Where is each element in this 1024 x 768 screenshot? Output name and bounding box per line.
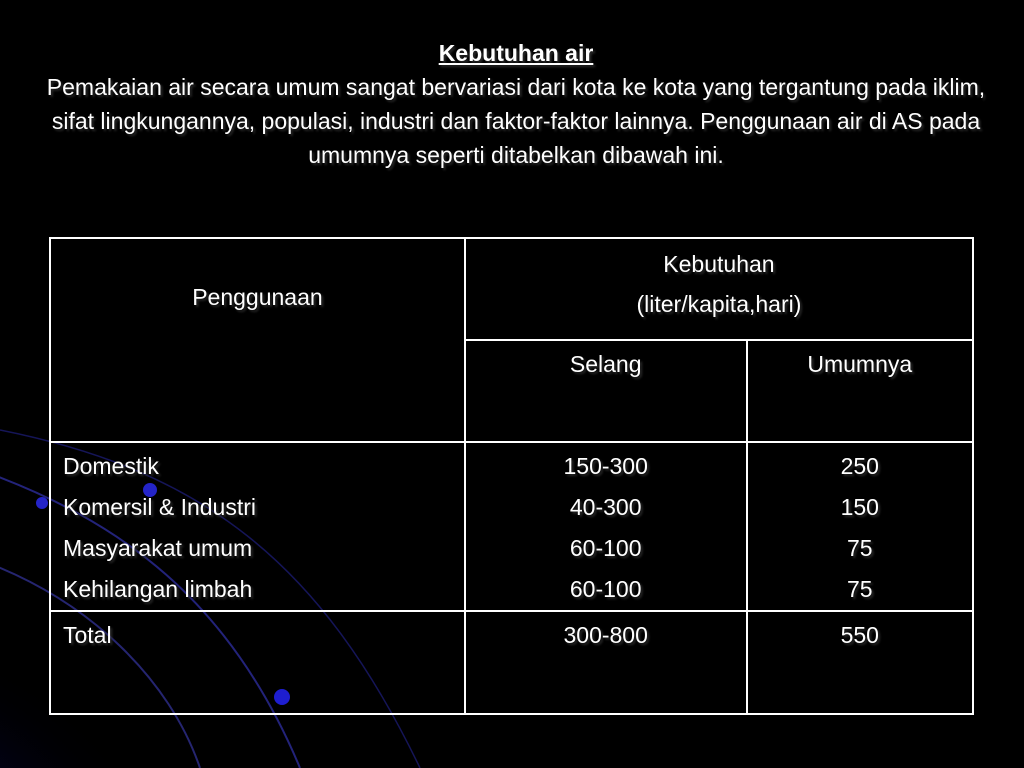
row-typical: 75 <box>846 535 873 561</box>
table-header-row <box>50 238 973 340</box>
slide-heading <box>40 36 992 172</box>
range-cell <box>465 442 747 611</box>
total-range-cell <box>465 611 747 714</box>
row-range: 150-300 <box>563 453 648 479</box>
total-typical-cell <box>747 611 974 714</box>
header-need-line1: Kebutuhan <box>663 251 775 277</box>
typical-cell <box>747 442 974 611</box>
header-usage-cell <box>50 238 465 442</box>
table-total-row <box>50 611 973 714</box>
row-range: 60-100 <box>569 535 642 561</box>
header-need-cell <box>465 238 973 340</box>
header-range-cell <box>465 340 747 442</box>
row-usage: Kehilangan limbah <box>63 576 253 602</box>
water-demand-table <box>49 237 974 715</box>
row-usage: Masyarakat umum <box>63 535 253 561</box>
row-typical: 150 <box>840 494 879 520</box>
row-typical: 250 <box>840 453 879 479</box>
header-usage: Penggunaan <box>192 283 323 310</box>
table-row <box>50 442 973 611</box>
row-range: 60-100 <box>569 576 642 602</box>
row-range: 40-300 <box>569 494 642 520</box>
row-typical: 75 <box>846 576 873 602</box>
header-range: Selang <box>569 351 642 377</box>
header-typical-cell <box>747 340 974 442</box>
decor-dot <box>36 497 48 509</box>
row-usage: Domestik <box>63 453 159 479</box>
total-typical: 550 <box>840 622 879 648</box>
total-usage: Total <box>63 622 112 648</box>
header-need-line2: (liter/kapita,hari) <box>636 291 802 317</box>
total-usage-cell <box>50 611 465 714</box>
slide-description: Pemakaian air secara umum sangat bervariasi dari kota ke kota yang tergantung pada iklim, sifat lingkungannya, populasi, industri dan faktor-faktor lainnya. Penggunaan air di AS pada umumnya seperti ditabelkan dibawah ini. <box>46 74 986 168</box>
usage-cell <box>50 442 465 611</box>
total-range: 300-800 <box>563 622 648 648</box>
row-usage: Komersil & Industri <box>63 494 257 520</box>
header-typical: Umumnya <box>807 351 913 377</box>
slide-title: Kebutuhan air <box>438 40 594 66</box>
